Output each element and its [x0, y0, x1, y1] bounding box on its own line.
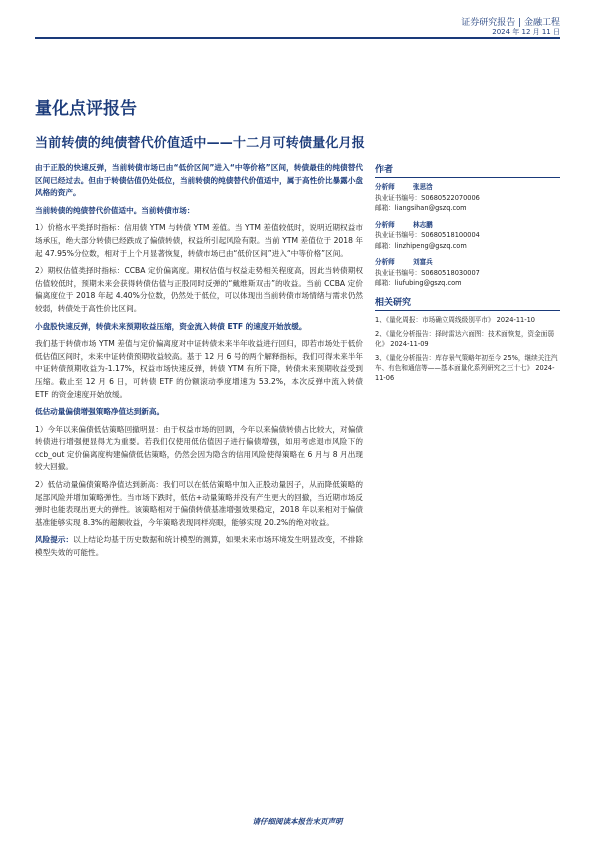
- header-category: 证券研究报告 | 金融工程: [461, 18, 560, 28]
- related-item[interactable]: 2、《量化分析报告：择时雷达六面图：技术面恢复，资金面弱化》 2024-11-09: [375, 329, 554, 348]
- paragraph-3: 我们基于转债市场 YTM 差值与定价偏离度对中证转债未来半年收益进行回归，即若市场处于低价低估值区间时，未来中证转债预期收益较高。基于 12 月 6 号的两个解释指标，我们可得未来半年中证转债预期收益为-1.17%，权益市场快速反弹，转债 YTM 有所下降，转债未来预期收益受到压缩。截止至 12 月 6 日，可转债 ETF 的份额滚动季度增速为 53.2%，本次反弹中流入转债 ETF 的资金速度开始放缓。: [35, 339, 363, 399]
- footer-disclaimer: 请仔细阅读本报告末页声明: [252, 817, 343, 826]
- paragraph-5: 2）低估动量偏债策略净值达到新高：我们可以在低估策略中加入正股动量因子，从而降低策略的尾部风险并增加策略弹性。当市场下跌时，低估+动量策略并没有产生更大的回撤，当近期市场反弹时也能表现出更大的弹性。该策略相对于偏债转债基准增强效果稳定，2018 年以来相对于偏债基准能够实现 8.3%的超额收益，今年策略表现同样亮眼，能够实现 20.2%的绝对收益。: [35, 480, 363, 527]
- analyst-card: [375, 220, 560, 252]
- analyst-name: 刘富兵: [413, 258, 433, 266]
- summary-column: [35, 162, 363, 565]
- authors-title: 作者: [375, 162, 560, 178]
- analyst-email[interactable]: 邮箱：liangsihan@gszq.com: [375, 204, 467, 212]
- analyst-cert: 执业证书编号：S0680518100004: [375, 231, 480, 239]
- paragraph-2: 2）期权估值类择时指标：CCBA 定价偏离度。期权估值与权益走势相关程度高，因此当转债期权估值较低时，预期未来会获得转债估值与正股同时反弹的“戴维斯双击”的收益。当前 CCBA 定价偏离度位于 2018 年起 4.40%分位数，仍然处于低位，可以体现出当前转债市场情绪与需求仍然较弱，转债处于高性价比区间。: [35, 266, 363, 313]
- risk-text: 以上结论均基于历史数据和统计模型的测算，如果未来市场环境发生明显改变，不排除模型失效的可能性。: [35, 535, 364, 558]
- analyst-email[interactable]: 邮箱：linzhipeng@gszq.com: [375, 241, 467, 250]
- paragraph-1: 1）价格水平类择时指标：信用债 YTM 与转债 YTM 差值。当 YTM 差值较低时，说明近期权益市场承压，绝大部分转债已经跌成了偏债转债，权益所引起风险有限。当前 YTM 差值位于 2018 年起 47.95%分位数，相对于上个月显著恢复，转债市场已由“低价区间”进入“中等价格”区间。: [35, 223, 363, 258]
- paragraph-4: 1）今年以来偏债低估策略回撤明显：由于权益市场的回调，今年以来偏债转债占比较大，对偏债转债进行增强便显得尤为重要。若我们仅使用低估值因子进行偏债增强，如用考虑退市风险下的 ccb_out 定价偏离度构建偏债低估策略，仍然会因为隐含的信用风险使得策略在 6 月与 8 月出现较大回撤。: [35, 424, 363, 472]
- analyst-role: 分析师: [375, 183, 395, 191]
- related-item[interactable]: 1、《量化周报：市场确立周线级别平市》 2024-11-10: [375, 315, 535, 324]
- analyst-cert: 执业证书编号：S0680518030007: [375, 268, 480, 277]
- analyst-cert: 执业证书编号：S0680522070006: [375, 193, 480, 202]
- risk-label: 风险提示：: [35, 535, 74, 545]
- page-title: 当前转债的纯债替代价值适中——十二月可转债量化月报: [35, 136, 366, 151]
- header-divider: [35, 37, 560, 39]
- analyst-card: [375, 182, 560, 214]
- related-title: 相关研究: [375, 295, 560, 311]
- header-date: 2024 年 12 月 11 日: [492, 28, 560, 36]
- section-heading-2: 小盘股快速反弹，转债未来预期收益压缩，资金流入转债 ETF 的速度开始放缓。: [35, 321, 307, 331]
- related-item[interactable]: 3、《量化分析报告：库存景气策略年初至今 25%，继续关注汽车、有色和通信等——基本面量化系列研究之三十七》 2024-11-06: [375, 353, 558, 382]
- analyst-card: [375, 257, 560, 289]
- analyst-name: 林志鹏: [413, 220, 433, 229]
- analyst-role: 分析师: [375, 258, 395, 266]
- risk-warning: [35, 534, 363, 559]
- analyst-email[interactable]: 邮箱：liufubing@gszq.com: [375, 279, 462, 287]
- summary-intro: 由于正股的快速反弹，当前转债市场已由“低价区间”进入“中等价格”区间，转债最佳的纯债替代区间已经过去。但由于转债估值仍处低位，当前转债的纯债替代价值适中，属于高性价比暴露小盘风格的资产。: [35, 163, 363, 198]
- report-type: 量化点评报告: [35, 99, 137, 119]
- analyst-role: 分析师: [375, 220, 395, 229]
- analyst-name: 张思浛: [413, 183, 433, 191]
- section-heading-1: 当前转债的纯债替代价值适中。当前转债市场：: [35, 205, 195, 215]
- section-heading-3: 低估动量偏债增强策略净值达到新高。: [35, 407, 165, 417]
- sidebar: [375, 162, 560, 387]
